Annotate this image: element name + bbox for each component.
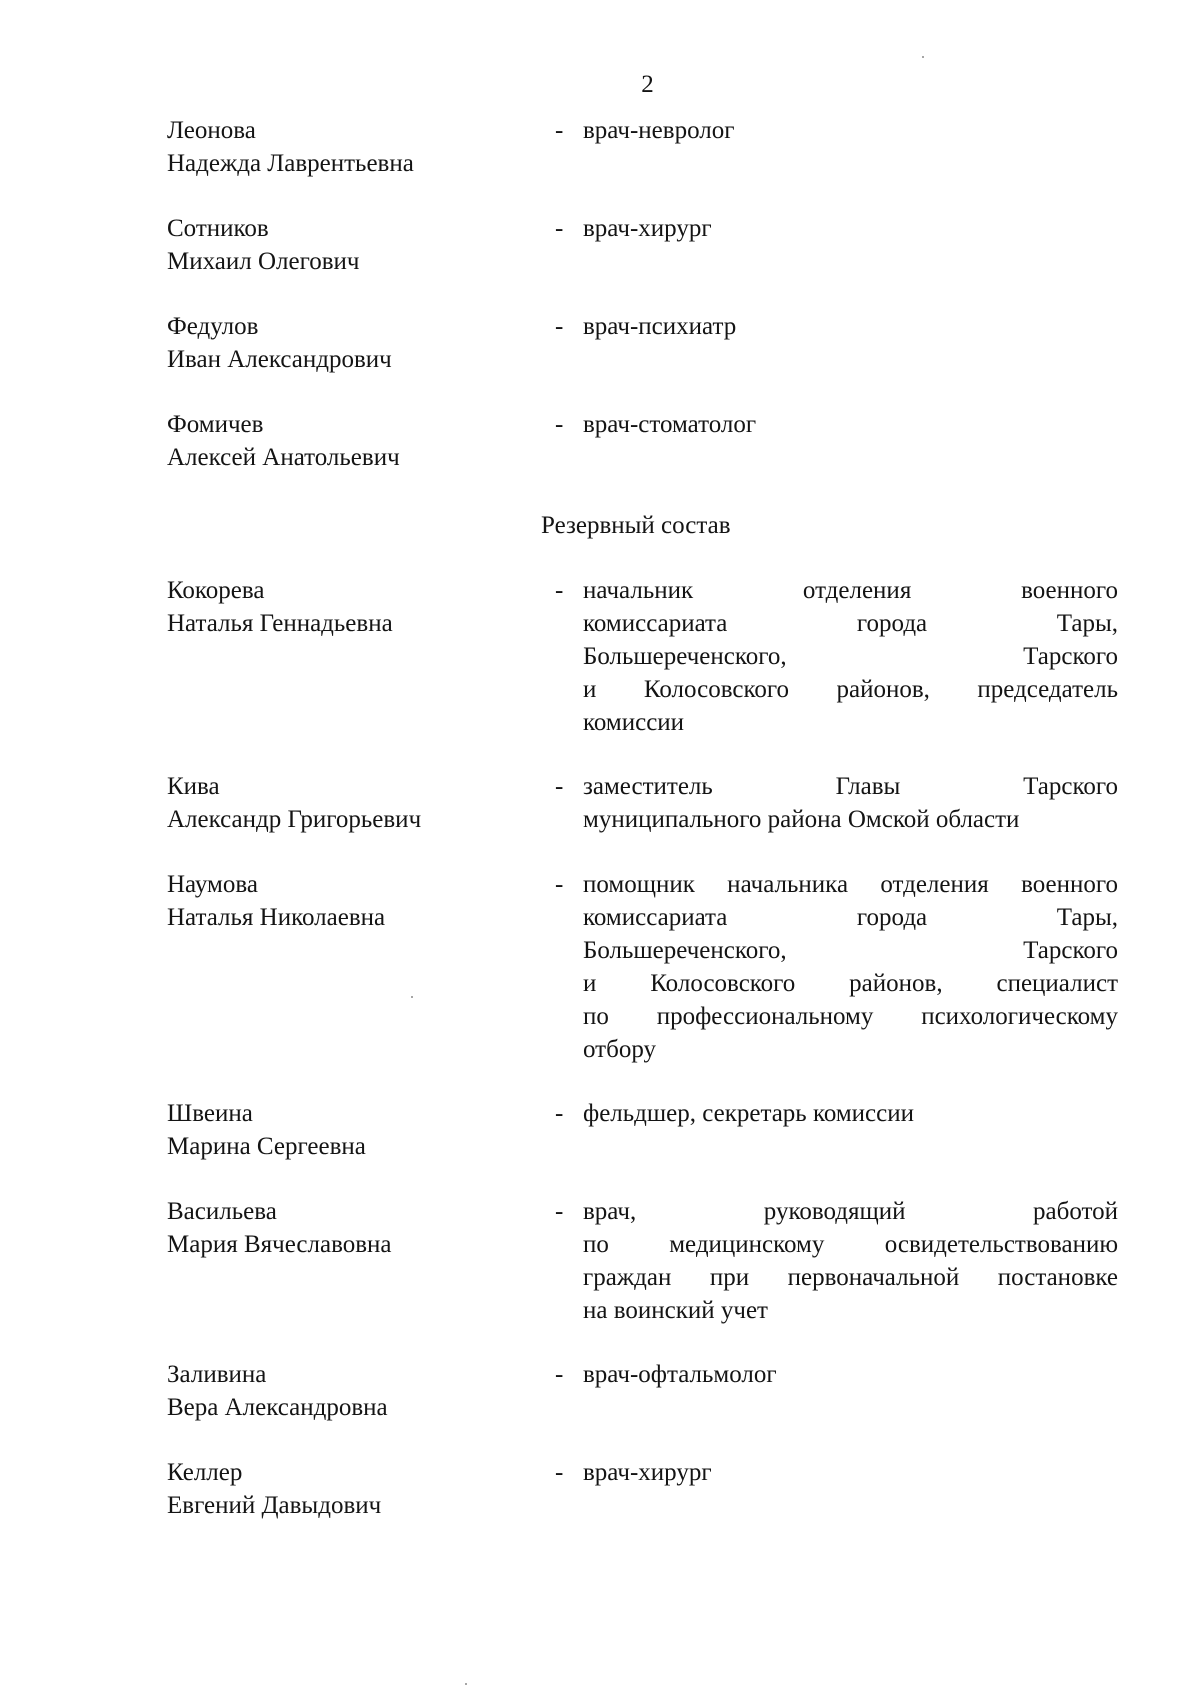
member-given-name: Вера Александровна — [167, 1394, 388, 1421]
dash: - — [555, 871, 564, 898]
dash: - — [555, 313, 564, 340]
member-given-name: Мария Вячеславовна — [167, 1231, 392, 1258]
role-line: муниципального района Омской области — [583, 806, 1020, 833]
role-line: комиссии — [583, 709, 685, 736]
role-line: заместитель Главы Тарского — [583, 773, 1118, 800]
member-given-name: Иван Александрович — [167, 346, 392, 373]
dash: - — [555, 1459, 564, 1486]
member-role — [583, 1097, 1118, 1130]
role-line: врач-хирург — [583, 1459, 712, 1486]
member-name — [167, 1097, 527, 1163]
dash: - — [555, 215, 564, 242]
member-surname: Сотников — [167, 215, 269, 242]
dash: - — [555, 411, 564, 438]
role-line: врач-офтальмолог — [583, 1361, 777, 1388]
role-line: врач-невролог — [583, 117, 735, 144]
member-given-name: Наталья Николаевна — [167, 904, 386, 931]
member-surname: Кокорева — [167, 577, 265, 604]
role-line: комиссариата города Тары, — [583, 610, 1118, 637]
role-line: Большереченского, Тарского — [583, 643, 1118, 670]
role-line: врач-психиатр — [583, 313, 737, 340]
member-given-name: Надежда Лаврентьевна — [167, 150, 414, 177]
member-role — [583, 574, 1118, 739]
member-surname: Келлер — [167, 1459, 243, 1486]
role-line: на воинский учет — [583, 1297, 768, 1324]
member-given-name: Михаил Олегович — [167, 248, 360, 275]
member-given-name: Марина Сергеевна — [167, 1133, 366, 1160]
role-line: врач-стоматолог — [583, 411, 757, 438]
member-role — [583, 770, 1118, 836]
member-name — [167, 1358, 527, 1424]
dash: - — [555, 1198, 564, 1225]
member-name — [167, 408, 527, 474]
member-role — [583, 114, 1118, 147]
role-line: Большереченского, Тарского — [583, 937, 1118, 964]
member-role — [583, 212, 1118, 245]
dash: - — [555, 1100, 564, 1127]
dash: - — [555, 1361, 564, 1388]
role-line: и Колосовского районов, специалист — [583, 970, 1118, 997]
member-name — [167, 1195, 527, 1261]
member-surname: Федулов — [167, 313, 259, 340]
member-surname: Васильева — [167, 1198, 277, 1225]
member-surname: Кива — [167, 773, 220, 800]
scan-speck — [922, 56, 924, 58]
role-line: начальник отделения военного — [583, 577, 1118, 604]
dash: - — [555, 773, 564, 800]
member-role — [583, 1195, 1118, 1327]
member-role — [583, 408, 1118, 441]
role-line: по медицинскому освидетельствованию — [583, 1231, 1118, 1258]
role-line: комиссариата города Тары, — [583, 904, 1118, 931]
member-role — [583, 868, 1118, 1066]
member-name — [167, 1456, 527, 1522]
member-surname: Леонова — [167, 117, 256, 144]
member-name — [167, 868, 527, 934]
member-given-name: Евгений Давыдович — [167, 1492, 382, 1519]
role-line: граждан при первоначальной постановке — [583, 1264, 1118, 1291]
role-line: фельдшер, секретарь комиссии — [583, 1100, 915, 1127]
member-name — [167, 212, 527, 278]
member-name — [167, 770, 527, 836]
reserve-section-title: Резервный состав — [541, 512, 731, 539]
member-surname: Наумова — [167, 871, 258, 898]
member-role — [583, 1456, 1118, 1489]
role-line: отбору — [583, 1036, 656, 1063]
member-name — [167, 574, 527, 640]
role-line: и Колосовского районов, председатель — [583, 676, 1118, 703]
dash: - — [555, 117, 564, 144]
page-number: 2 — [641, 71, 654, 98]
member-surname: Швеина — [167, 1100, 253, 1127]
scan-speck — [411, 996, 413, 998]
role-line: помощник начальника отделения военного — [583, 871, 1118, 898]
member-role — [583, 310, 1118, 343]
member-role — [583, 1358, 1118, 1391]
member-name — [167, 114, 527, 180]
member-surname: Заливина — [167, 1361, 267, 1388]
role-line: врач-хирург — [583, 215, 712, 242]
role-line: по профессиональному психологическому — [583, 1003, 1118, 1030]
scan-speck — [465, 1683, 467, 1685]
dash: - — [555, 577, 564, 604]
member-given-name: Наталья Геннадьевна — [167, 610, 393, 637]
member-name — [167, 310, 527, 376]
member-surname: Фомичев — [167, 411, 264, 438]
role-line: врач, руководящий работой — [583, 1198, 1118, 1225]
member-given-name: Алексей Анатольевич — [167, 444, 400, 471]
member-given-name: Александр Григорьевич — [167, 806, 422, 833]
